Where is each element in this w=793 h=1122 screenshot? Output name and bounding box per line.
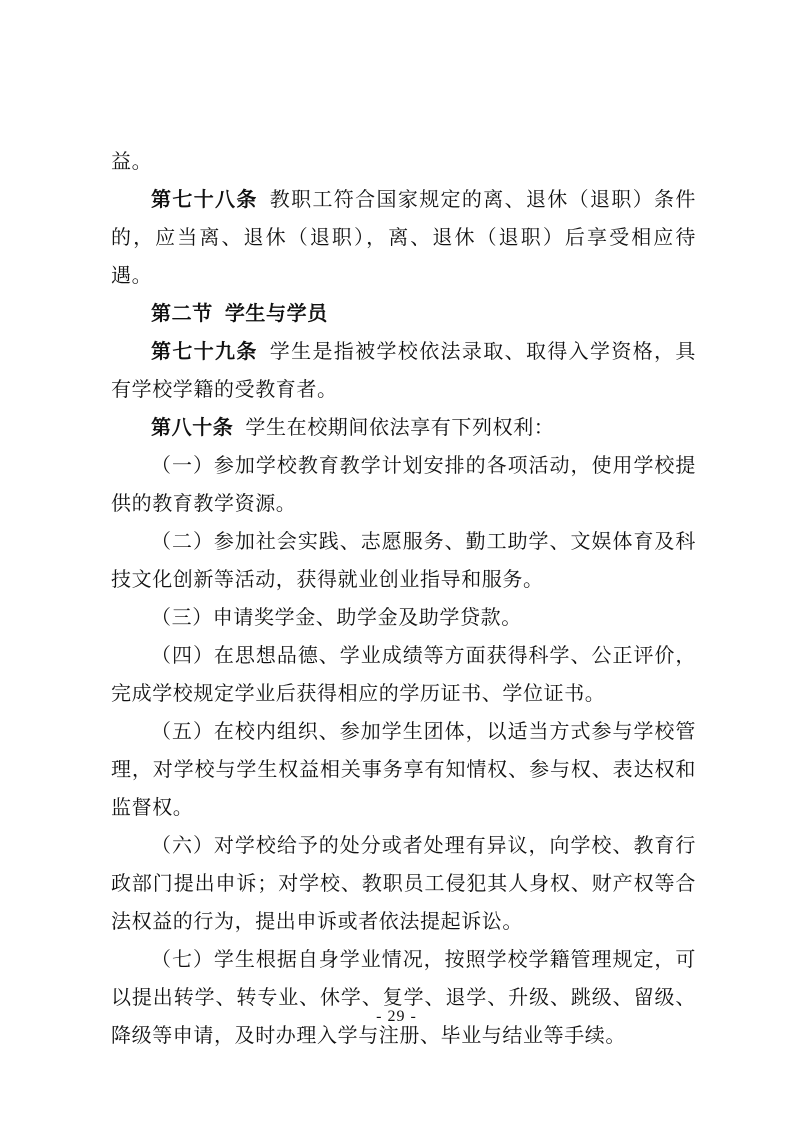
section-number: 第二节 [151,301,213,325]
list-item: （三）申请奖学金、助学金及助学贷款。 [151,605,522,629]
article-heading: 第八十条 [151,415,234,439]
article-heading: 第七十八条 [151,187,258,211]
list-item: （七）学生根据自身学业情况，按照学校学籍管理规定，可以提出转学、转专业、休学、复学、退学、升级、跳级、留级、降级等申请，及时办理入学与注册、毕业与结业等手续。 [111,947,696,1047]
article-78 [111,180,696,294]
section-title: 学生与学员 [224,301,328,325]
list-item: （四）在思想品德、学业成绩等方面获得科学、公正评价，完成学校规定学业后获得相应的学历证书、学位证书。 [111,643,696,705]
list-item: （二）参加社会实践、志愿服务、勤工助学、文娱体育及科技文化创新等活动，获得就业创业指导和服务。 [111,529,696,591]
section-heading [111,294,696,332]
article-text: 学生是指被学校依法录取、取得入学资格，具有学校学籍的受教育者。 [111,339,696,401]
article-text: 教职工符合国家规定的离、退休（退职）条件的，应当离、退休（退职），离、退休（退职）后享受相应待遇。 [111,187,696,287]
article-80 [111,408,696,446]
page-number: - 29 - [376,1008,417,1025]
list-item: （一）参加学校教育教学计划安排的各项活动，使用学校提供的教育教学资源。 [111,453,696,515]
article-heading: 第七十九条 [151,339,258,363]
list-item: （六）对学校给予的处分或者处理有异议，向学校、教育行政部门提出申诉；对学校、教职员工侵犯其人身权、财产权等合法权益的行为，提出申诉或者依法提起诉讼。 [111,833,696,933]
continuation-text: 益。 [111,149,153,173]
article-text: 学生在校期间依法享有下列权利： [245,415,555,439]
document-body [111,142,696,1054]
list-item: （五）在校内组织、参加学生团体，以适当方式参与学校管理，对学校与学生权益相关事务享有知情权、参与权、表达权和监督权。 [111,719,696,819]
article-79 [111,332,696,408]
